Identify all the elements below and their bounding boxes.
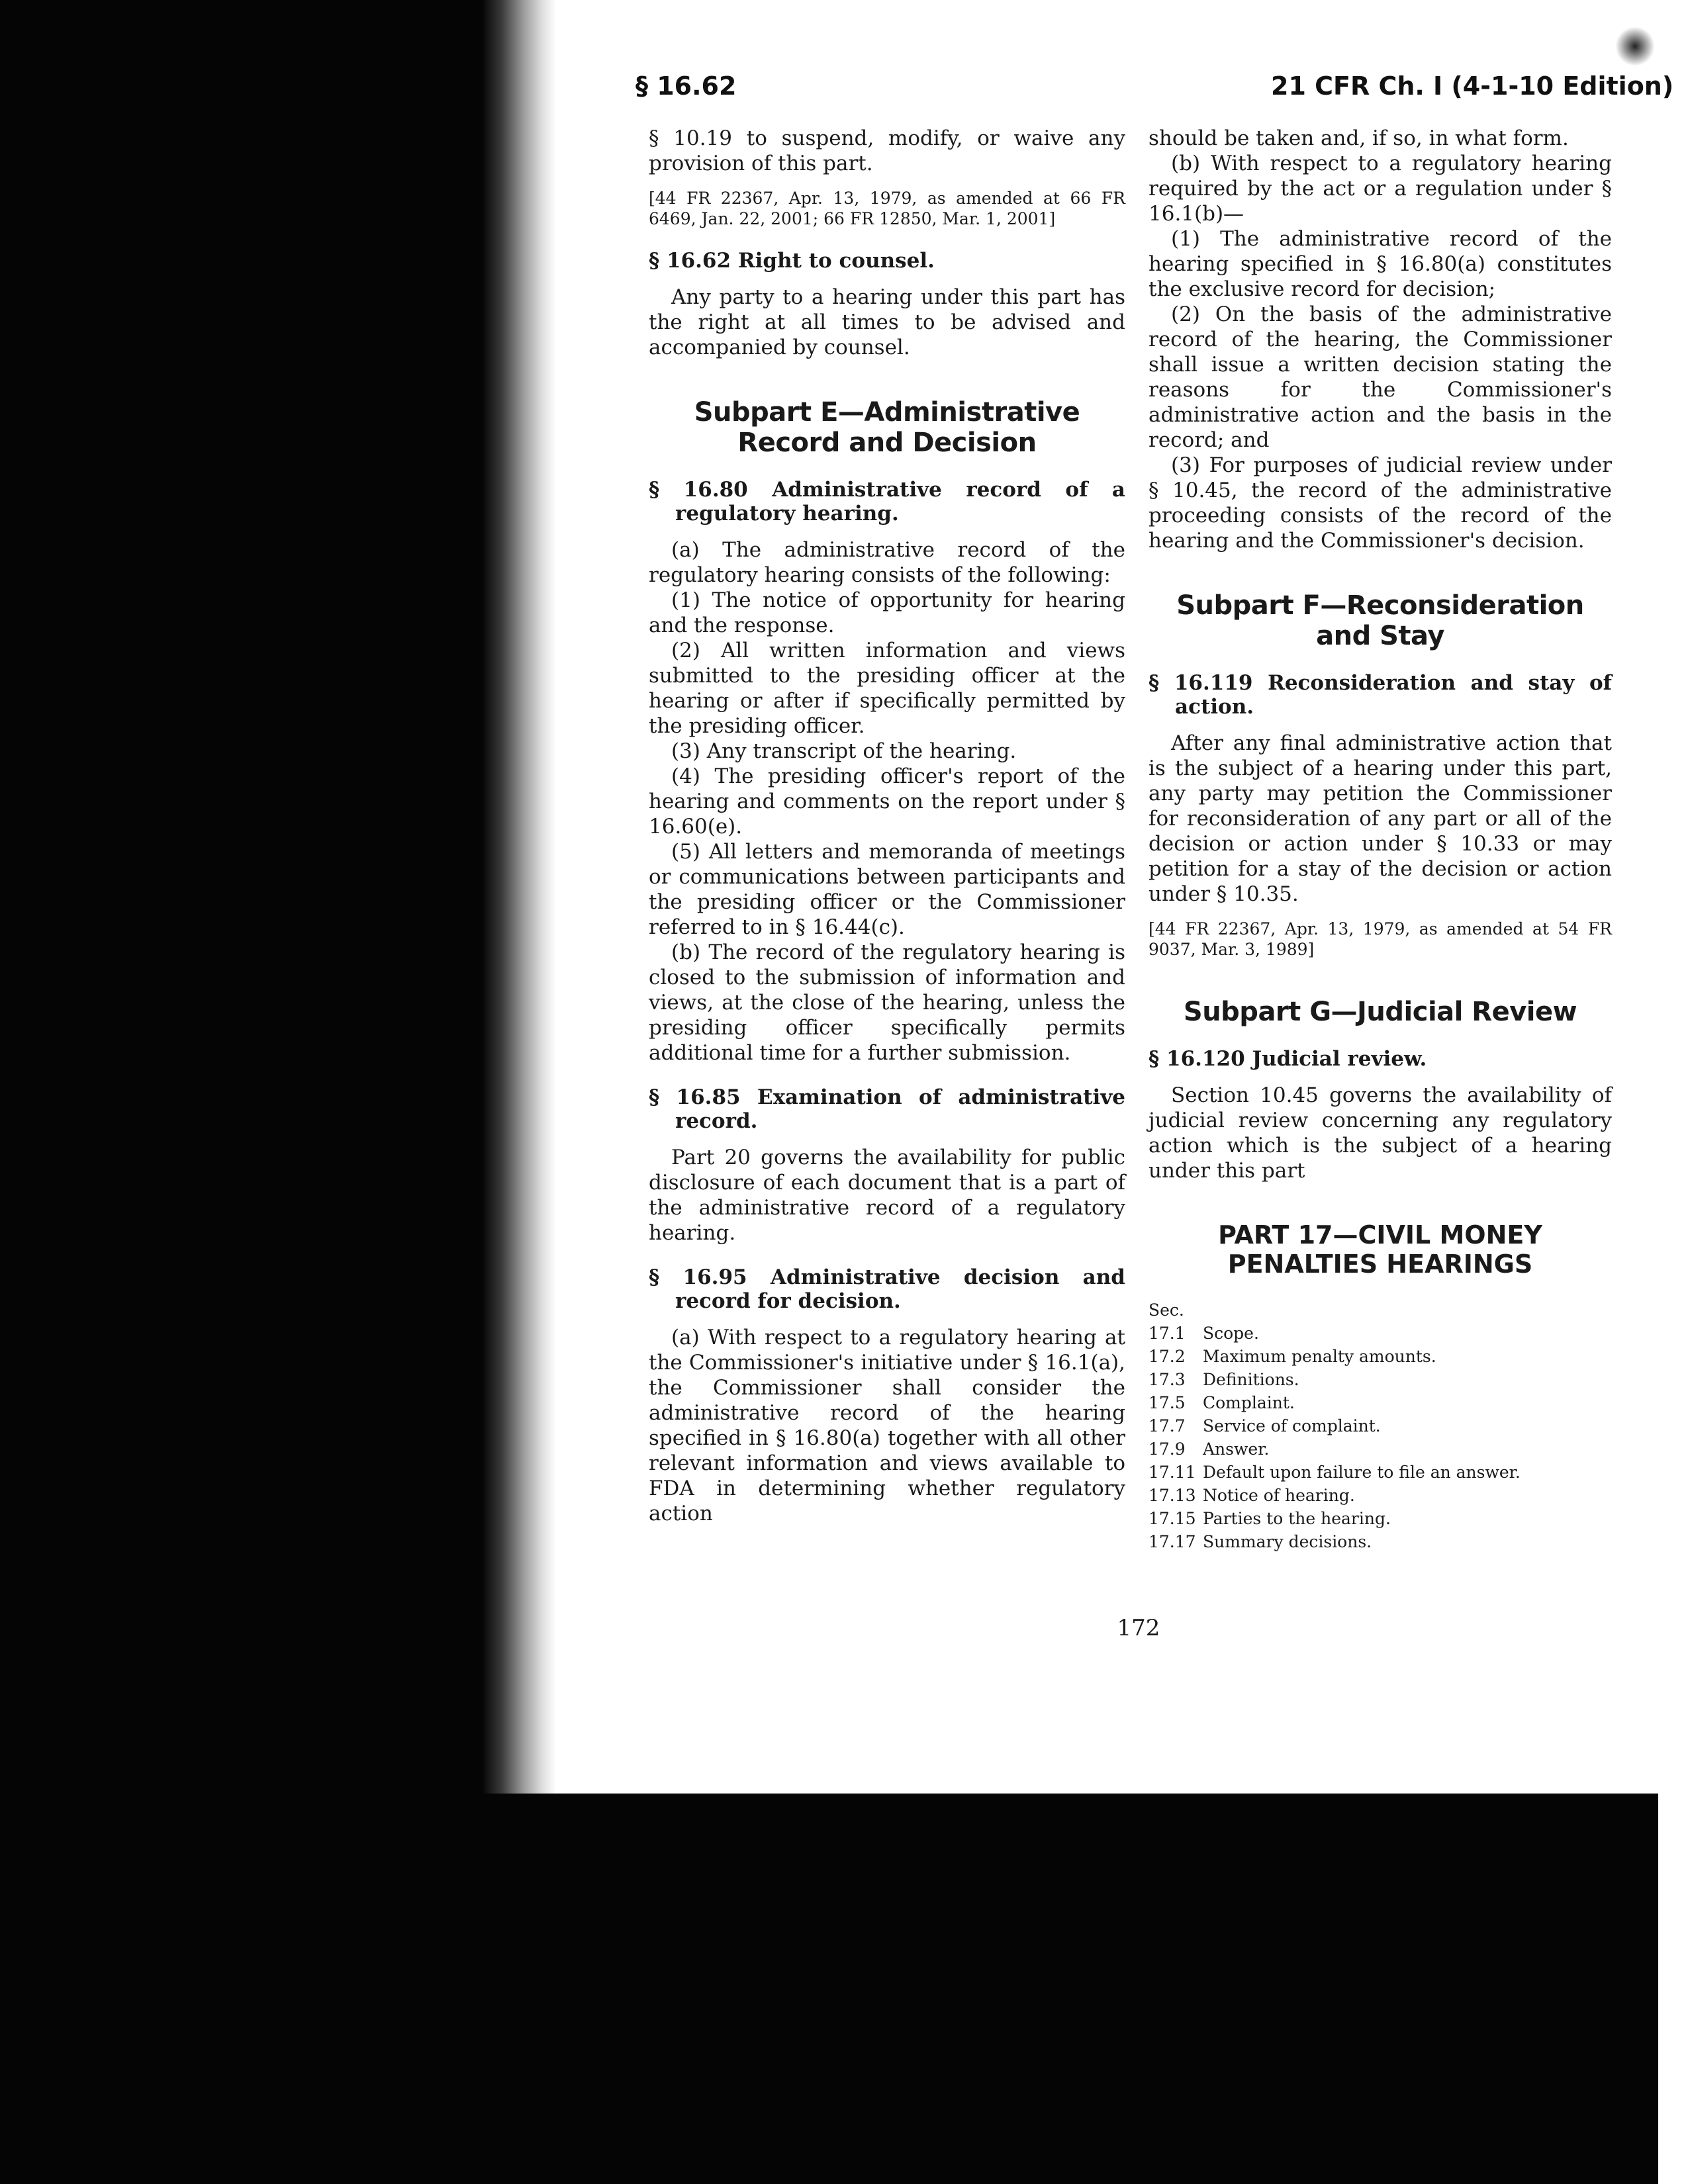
toc-entry bbox=[1149, 1322, 1612, 1345]
toc-number: 17.3 bbox=[1149, 1370, 1186, 1389]
toc-title: Maximum penalty amounts. bbox=[1203, 1347, 1436, 1366]
toc-number: 17.7 bbox=[1149, 1416, 1186, 1435]
paragraph: (1) The administrative record of the hearing specified in § 16.80(a) constitutes the exclusive record for decision; bbox=[1149, 227, 1612, 301]
toc-title: Default upon failure to file an answer. bbox=[1203, 1463, 1521, 1482]
toc-title: Notice of hearing. bbox=[1203, 1486, 1355, 1505]
toc-number: 17.17 bbox=[1149, 1532, 1196, 1551]
toc-number: 17.13 bbox=[1149, 1486, 1196, 1505]
part-17-heading: PART 17—CIVIL MONEY PENALTIES HEARINGS bbox=[1218, 1220, 1542, 1279]
subpart-e-heading: Subpart E—Administrative Record and Decision bbox=[694, 397, 1080, 458]
toc-entry bbox=[1149, 1461, 1612, 1484]
paragraph: (b) With respect to a regulatory hearing required by the act or a regulation under § 16.1(b)— bbox=[1149, 152, 1612, 226]
toc-entry bbox=[1149, 1368, 1612, 1391]
section-heading-16-120: § 16.120 Judicial review. bbox=[1149, 1047, 1427, 1071]
running-head-title: 21 CFR Ch. I (4-1-10 Edition) bbox=[1271, 71, 1674, 101]
paragraph: § 10.19 to suspend, modify, or waive any provision of this part. bbox=[649, 126, 1125, 175]
scan-corner-shadow bbox=[1615, 26, 1655, 66]
paragraph: (3) Any transcript of the hearing. bbox=[671, 739, 1017, 763]
paragraph: (a) The administrative record of the regulatory hearing consists of the following: bbox=[649, 538, 1125, 587]
paragraph: (a) With respect to a regulatory hearing at the Commissioner's initiative under § 16.1(a), the Commissioner shall consider the administrative record of the hearing specified in § 16.80(a) together with all other relevant information and views available to FDA in determining whether regulatory action bbox=[649, 1326, 1125, 1525]
toc-title: Parties to the hearing. bbox=[1203, 1509, 1391, 1528]
section-heading-16-95: § 16.95 Administrative decision and record for decision. bbox=[649, 1265, 1125, 1313]
scan-dark-margin-bottom bbox=[0, 1794, 1688, 2184]
toc-entry bbox=[1149, 1437, 1612, 1461]
paragraph: (3) For purposes of judicial review under § 10.45, the record of the administrative proceeding consists of the record of the hearing and the Commissioner's decision. bbox=[1149, 453, 1612, 553]
toc-title: Definitions. bbox=[1203, 1370, 1299, 1389]
section-heading-16-119: § 16.119 Reconsideration and stay of action. bbox=[1149, 671, 1612, 719]
toc-number: 17.11 bbox=[1149, 1463, 1196, 1482]
toc-entry bbox=[1149, 1414, 1612, 1437]
paragraph: should be taken and, if so, in what form. bbox=[1149, 126, 1569, 150]
paragraph: (5) All letters and memoranda of meetings or communications between participants and the presiding officer or the Commissioner referred to in § 16.44(c). bbox=[649, 840, 1125, 939]
running-head-section: § 16.62 bbox=[635, 71, 737, 101]
subpart-g-heading: Subpart G—Judicial Review bbox=[1183, 997, 1577, 1027]
toc-number: 17.9 bbox=[1149, 1439, 1186, 1459]
paragraph: (1) The notice of opportunity for hearing and the response. bbox=[649, 588, 1125, 637]
paragraph: Any party to a hearing under this part has the right at all times to be advised and accompanied by counsel. bbox=[649, 285, 1125, 359]
table-of-contents bbox=[1149, 1298, 1612, 1553]
toc-label: Sec. bbox=[1149, 1300, 1184, 1320]
toc-entry bbox=[1149, 1391, 1612, 1414]
paragraph: (2) All written information and views submitted to the presiding officer at the hearing or after if specifically permitted by the presiding officer. bbox=[649, 639, 1125, 738]
toc-number: 17.2 bbox=[1149, 1347, 1186, 1366]
page-number: 172 bbox=[1117, 1615, 1160, 1641]
citation: [44 FR 22367, Apr. 13, 1979, as amended at 54 FR 9037, Mar. 3, 1989] bbox=[1149, 919, 1612, 959]
toc-title: Answer. bbox=[1203, 1439, 1270, 1459]
section-heading-16-62: § 16.62 Right to counsel. bbox=[649, 249, 935, 273]
toc-entry bbox=[1149, 1345, 1612, 1368]
section-heading-16-85: § 16.85 Examination of administrative record. bbox=[649, 1085, 1125, 1133]
paragraph: Part 20 governs the availability for public disclosure of each document that is a part of the administrative record of a regulatory hearing. bbox=[649, 1146, 1125, 1245]
paragraph: Section 10.45 governs the availability of judicial review concerning any regulatory action which is the subject of a hearing under this part bbox=[1149, 1083, 1612, 1183]
citation: [44 FR 22367, Apr. 13, 1979, as amended at 66 FR 6469, Jan. 22, 2001; 66 FR 12850, Mar. 1, 2001] bbox=[649, 189, 1125, 228]
paragraph: After any final administrative action that is the subject of a hearing under this part, any party may petition the Commissioner for reconsideration of any part or all of the decision or action under § 10.33 or may petition for a stay of the decision or action under § 10.35. bbox=[1149, 731, 1612, 906]
toc-number: 17.1 bbox=[1149, 1324, 1186, 1343]
toc-title: Complaint. bbox=[1203, 1393, 1295, 1412]
book-spine-shadow bbox=[483, 0, 556, 1794]
paragraph: (2) On the basis of the administrative record of the hearing, the Commissioner shall issue a written decision stating the reasons for the Commissioner's administrative action and the basis in the record; and bbox=[1149, 302, 1612, 452]
paragraph: (b) The record of the regulatory hearing is closed to the submission of information and views, at the close of the hearing, unless the presiding officer specifically permits additional time for a further submission. bbox=[649, 940, 1125, 1065]
subpart-f-heading: Subpart F—Reconsideration and Stay bbox=[1176, 590, 1584, 651]
scan-right-border bbox=[1658, 0, 1688, 2184]
toc-number: 17.15 bbox=[1149, 1509, 1196, 1528]
toc-title: Service of complaint. bbox=[1203, 1416, 1381, 1435]
section-heading-16-80: § 16.80 Administrative record of a regulatory hearing. bbox=[649, 478, 1125, 525]
toc-entry bbox=[1149, 1530, 1612, 1553]
left-column bbox=[649, 126, 1125, 1526]
toc-title: Summary decisions. bbox=[1203, 1532, 1372, 1551]
toc-entry bbox=[1149, 1484, 1612, 1507]
paragraph: (4) The presiding officer's report of the hearing and comments on the report under § 16.60(e). bbox=[649, 764, 1125, 839]
toc-number: 17.5 bbox=[1149, 1393, 1186, 1412]
toc-entry bbox=[1149, 1507, 1612, 1530]
toc-title: Scope. bbox=[1203, 1324, 1259, 1343]
right-column bbox=[1149, 126, 1612, 1553]
